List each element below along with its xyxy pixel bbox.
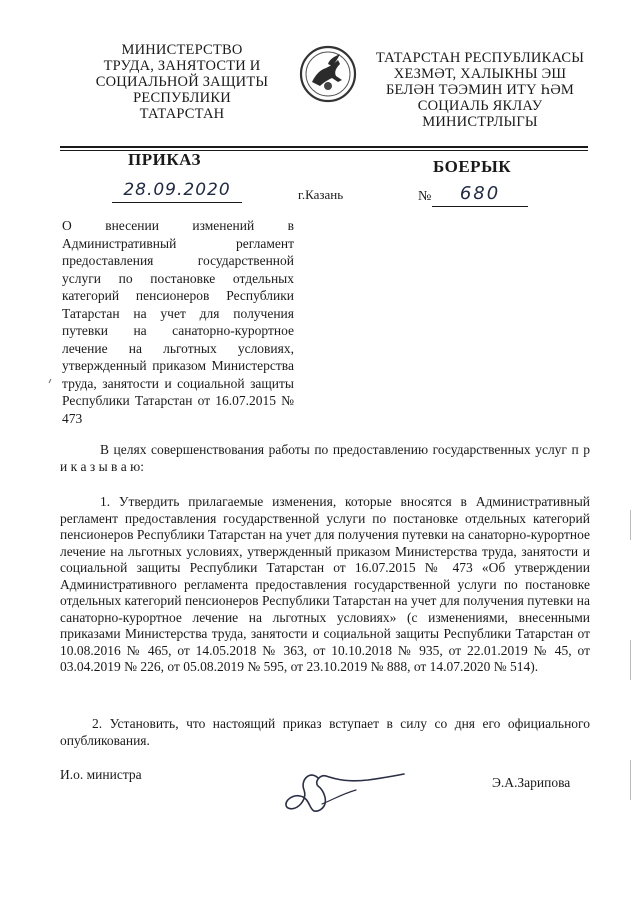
- order-city: г.Казань: [298, 187, 344, 202]
- order-number: 680: [459, 183, 501, 204]
- order-date: 28.09.2020: [123, 180, 231, 200]
- item-2-paragraph: 2. Установить, что настоящий приказ вступает в силу со дня его официального опубликования.: [60, 716, 590, 748]
- scan-edge-mark: [630, 510, 631, 540]
- order-title-ru: ПРИКАЗ: [128, 150, 201, 169]
- handwritten-signature-icon: [278, 760, 408, 830]
- ministry-name-ru-line: ТАТАРСТАН: [139, 106, 225, 122]
- ministry-name-ru: [72, 42, 292, 122]
- ministry-name-tt: [365, 50, 595, 130]
- header-divider: [60, 146, 588, 148]
- scan-edge-mark: [630, 760, 631, 800]
- scan-mark-icon: [48, 378, 54, 384]
- ministry-name-tt-line: СОЦИАЛЬ ЯКЛАУ: [417, 98, 543, 114]
- ministry-name-ru-line: МИНИСТЕРСТВО: [121, 42, 243, 58]
- ministry-name-ru-line: ТРУДА, ЗАНЯТОСТИ И: [103, 58, 261, 74]
- tatarstan-emblem-icon: [298, 44, 358, 104]
- scan-edge-mark: [630, 640, 631, 680]
- ministry-name-ru-line: РЕСПУБЛИКИ: [133, 90, 231, 106]
- ministry-name-tt-line: ТАТАРСТАН РЕСПУБЛИКАСЫ: [375, 50, 585, 66]
- ministry-name-tt-line: БЕЛӘН ТӘЭМИН ИТҮ ҺӘМ: [386, 82, 574, 98]
- item-1-paragraph: 1. Утвердить прилагаемые изменения, которые вносятся в Административный регламент предоставления государственной услуги по постановке отдельных категорий пенсионеров Республики Татарстан на учет для получения путевки на санаторно-курортное лечение на льготных условиях, утвержденный приказом Министерства труда, занятости и социальной защиты Республики Татарстан от 16.07.2015 № 473 «Об утверждении Административного регламента предоставления государственной услуги по постановке отдельных категорий пенсионеров Республики Татарстан на учет для получения путевки на санаторно-курортное лечение на льготных условиях» (с изменениями, внесенными приказами Министерства труда, занятости и социальной защиты Республики Татарстан от 10.08.2016 № 465, от 14.05.2018 № 363, от 10.10.2018 № 935, от 22.01.2019 № 45, от 03.04.2019 № 226, от 05.08.2019 № 595, от 23.10.2019 № 888, от 14.07.2020 № 514).: [60, 494, 590, 674]
- ministry-name-ru-line: СОЦИАЛЬНОЙ ЗАЩИТЫ: [95, 74, 269, 90]
- signatory-title: И.о. министра: [60, 767, 142, 782]
- ministry-name-tt-line: МИНИСТРЛЫГЫ: [422, 114, 538, 130]
- order-subject: О внесении изменений в Административный регламент предоставления государственной услуги по постановке отдельных категорий пенсионеров Республики Татарстан на учет для получения путевки на санаторно-курортное лечение на льготных условиях, утвержденный приказом Министерства труда, занятости и социальной защиты Республики Татарстан от 16.07.2015 № 473: [62, 218, 294, 426]
- order-title-tt: БОЕРЫК: [433, 157, 512, 176]
- signatory-name: Э.А.Зарипова: [492, 775, 571, 790]
- intro-paragraph: В целях совершенствования работы по предоставлению государственных услуг п р и к а з ы в а ю:: [60, 442, 590, 474]
- number-underline: [432, 206, 528, 207]
- number-sign: №: [418, 189, 432, 204]
- date-underline: [112, 202, 242, 203]
- ministry-name-tt-line: ХЕЗМӘТ, ХАЛЫКНЫ ЭШ: [393, 66, 567, 82]
